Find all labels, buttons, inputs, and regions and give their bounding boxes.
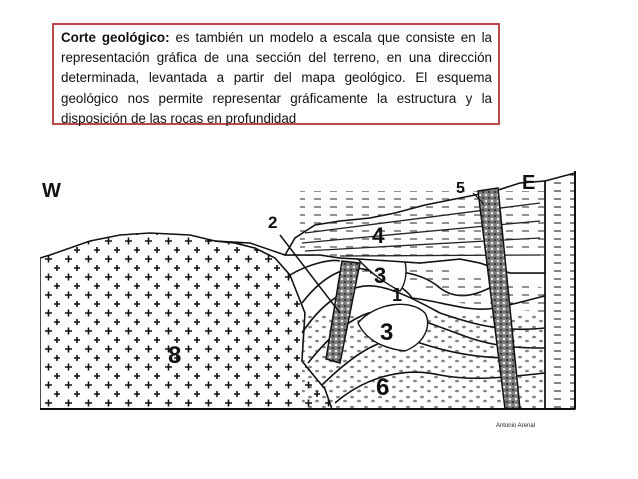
definition-term: Corte geológico: (61, 30, 170, 45)
direction-east-label: E (522, 172, 536, 194)
east-strata (545, 173, 575, 409)
definition-box (52, 23, 500, 125)
unit-label-5: 5 (456, 180, 465, 197)
unit-label-8: 8 (168, 342, 182, 369)
unit-label-1: 1 (392, 285, 403, 305)
unit-label-6: 6 (376, 374, 390, 401)
geological-cross-section (40, 163, 580, 423)
definition-text: es también un modelo a escala que consiste en la representación gráfica de una sección del terreno, en una dirección determinada, levantada a partir del mapa geológico. El esquema geológico nos permite representar gráficamente la estructura y la disposición de las rocas en profundidad (61, 30, 493, 126)
unit-label-4: 4 (372, 223, 385, 248)
unit-label-3-lower: 3 (380, 319, 394, 346)
image-credit: Antonio Arenal (495, 423, 535, 429)
unit-label-2: 2 (268, 213, 278, 232)
cross-section-drawing (40, 163, 580, 423)
unit-label-3-upper: 3 (374, 263, 387, 288)
direction-west-label: W (42, 180, 61, 202)
